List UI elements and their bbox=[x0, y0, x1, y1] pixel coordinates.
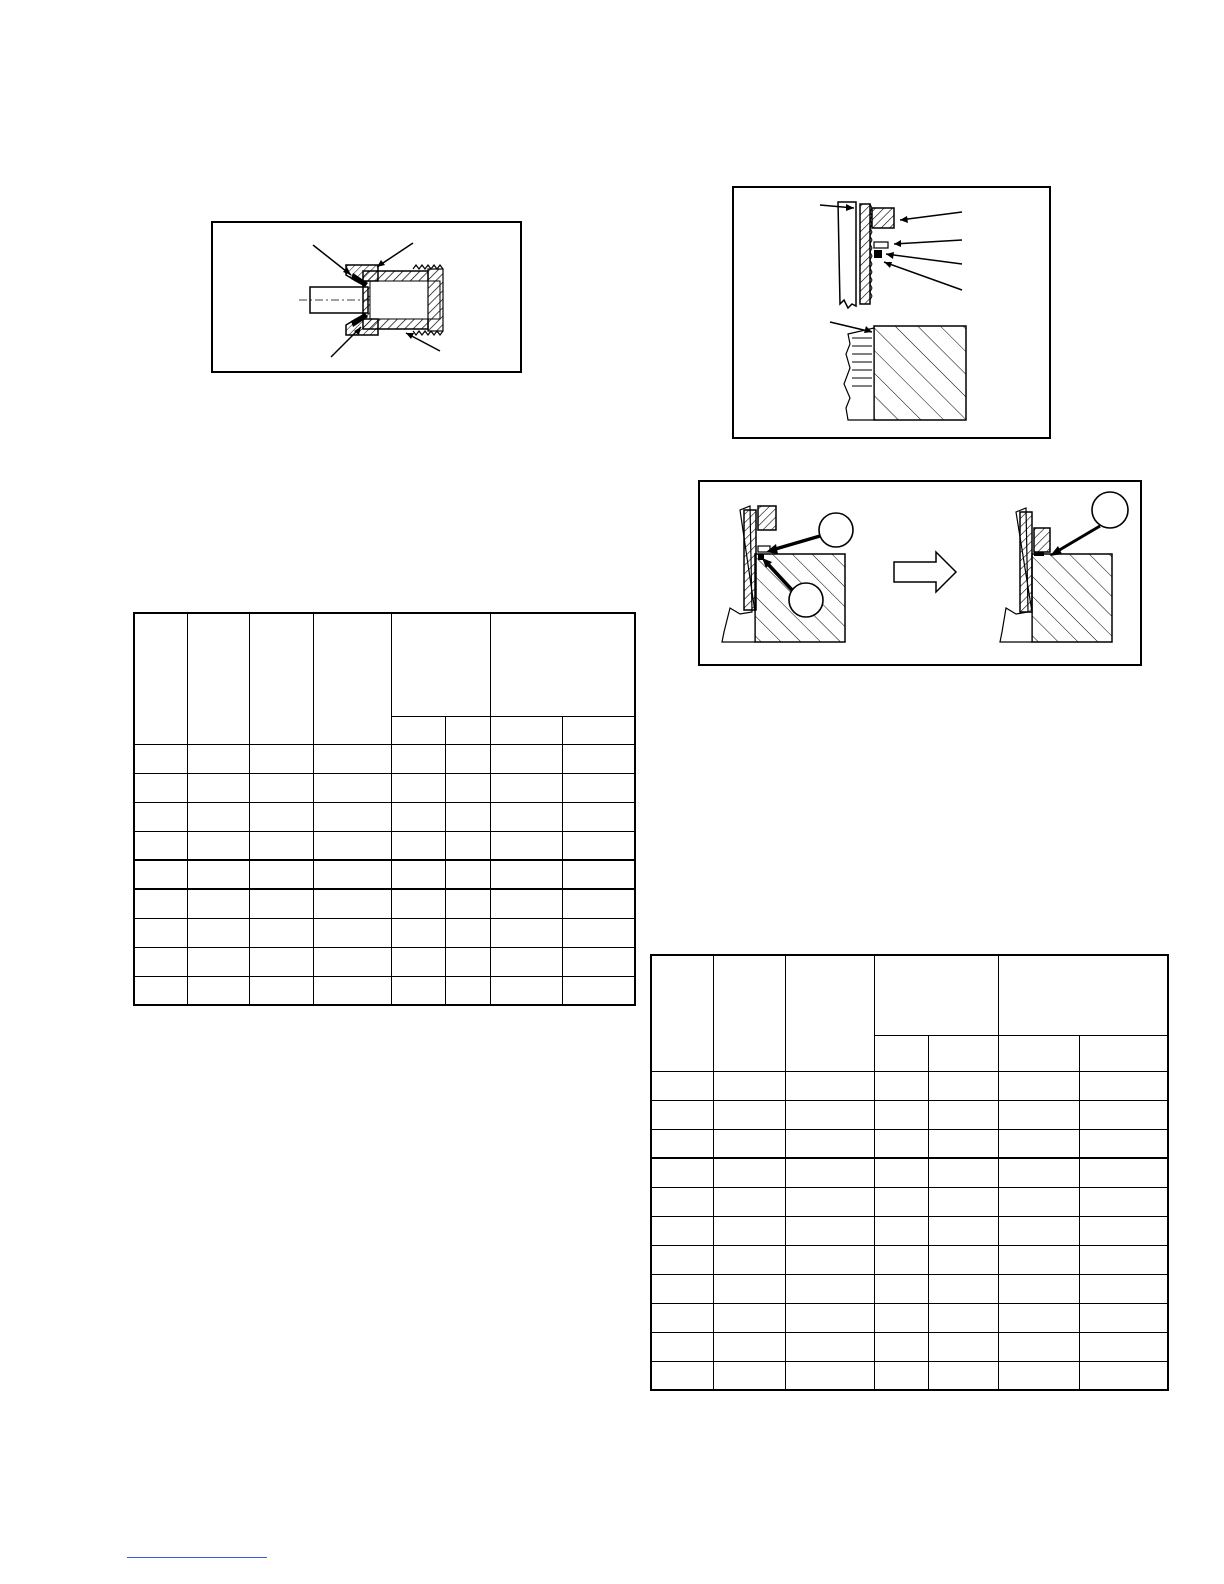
table-row bbox=[651, 1361, 1168, 1390]
subheader-cell bbox=[490, 716, 562, 744]
table-row bbox=[651, 1274, 1168, 1303]
footnote-separator-line bbox=[127, 1557, 267, 1558]
subheader-cell bbox=[445, 716, 490, 744]
table-row bbox=[134, 831, 635, 860]
subheader-cell bbox=[928, 1035, 998, 1071]
header-cell bbox=[651, 955, 713, 1071]
header-cell bbox=[490, 613, 635, 716]
table-header-row bbox=[134, 613, 635, 716]
table-row bbox=[134, 802, 635, 831]
header-cell bbox=[998, 955, 1168, 1035]
table-row bbox=[134, 976, 635, 1005]
subheader-cell bbox=[874, 1035, 928, 1071]
table-row bbox=[651, 1245, 1168, 1274]
compression-fitting-drawing bbox=[213, 223, 520, 371]
table-row bbox=[134, 744, 635, 773]
table-header-row bbox=[651, 955, 1168, 1035]
subheader-cell bbox=[1079, 1035, 1168, 1071]
compression-fitting-figure bbox=[211, 221, 522, 373]
table-row bbox=[651, 1100, 1168, 1129]
header-cell bbox=[249, 613, 313, 744]
header-cell bbox=[187, 613, 249, 744]
header-cell bbox=[313, 613, 391, 744]
thread-seal-figure bbox=[732, 186, 1051, 439]
table-row bbox=[651, 1158, 1168, 1187]
table-row bbox=[651, 1071, 1168, 1100]
header-cell bbox=[874, 955, 998, 1035]
left-specification-table bbox=[133, 612, 636, 1006]
header-cell bbox=[713, 955, 785, 1071]
table-row bbox=[134, 860, 635, 889]
table-row bbox=[134, 947, 635, 976]
header-cell bbox=[134, 613, 187, 744]
subheader-cell bbox=[562, 716, 635, 744]
table-row bbox=[651, 1129, 1168, 1158]
subheader-cell bbox=[998, 1035, 1079, 1071]
seal-installation-drawing bbox=[700, 482, 1140, 664]
table-row bbox=[651, 1187, 1168, 1216]
table-row bbox=[651, 1303, 1168, 1332]
thread-seal-drawing bbox=[734, 188, 1049, 437]
subheader-cell bbox=[391, 716, 445, 744]
seal-installation-figure bbox=[698, 480, 1142, 666]
table-row bbox=[134, 889, 635, 918]
table-row bbox=[651, 1332, 1168, 1361]
table-row bbox=[651, 1216, 1168, 1245]
header-cell bbox=[391, 613, 490, 716]
right-specification-table bbox=[650, 954, 1169, 1391]
table-row bbox=[134, 773, 635, 802]
header-cell bbox=[785, 955, 874, 1071]
table-row bbox=[134, 918, 635, 947]
